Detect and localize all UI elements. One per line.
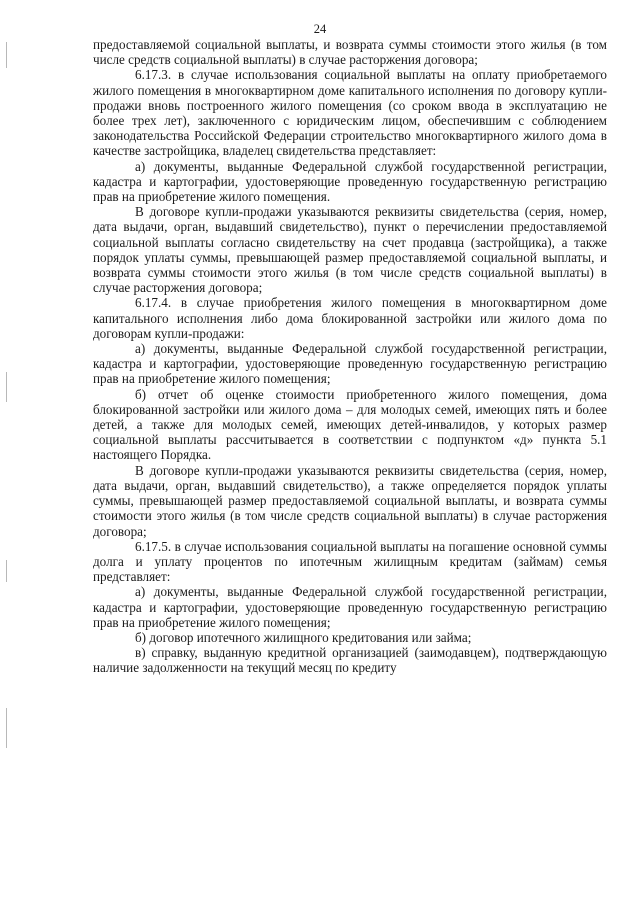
paragraph: б) отчет об оценке стоимости приобретенного жилого помещения, дома блокированной застройки или жилого дома – для молодых семей, имеющих пять и более детей, а также для молодых семей, имеющих детей-инвалидов, у которых размер социальной выплаты рассчитывается в соответствии с подпунктом «д» пункта 5.1 настоящего Порядка.: [93, 386, 607, 463]
paragraph: а) документы, выданные Федеральной службой государственной регистрации, кадастра и картографии, удостоверяющие проведенную государственную регистрацию прав на приобретение жилого помещения.: [93, 158, 607, 205]
scan-margin-mark: [6, 372, 7, 402]
paragraph: в) справку, выданную кредитной организацией (заимодавцем), подтверждающую наличие задолженности на текущий месяц по кредиту: [93, 645, 607, 676]
scan-margin-mark: [6, 708, 7, 748]
paragraph: предоставляемой социальной выплаты, и возврата суммы стоимости этого жилья (в том числе средств социальной выплаты) в случае расторжения договора;: [93, 37, 607, 68]
paragraph: В договоре купли-продажи указываются реквизиты свидетельства (серия, номер, дата выдачи, орган, выдавший свидетельство), пункт о перечислении предоставляемой социальной выплаты согласно свидетельству на счет продавца (застройщика), а также порядок уплаты суммы, превышающей размер предоставляемой социальной выплаты, и возврата суммы стоимости этого жилья (в том числе средств социальной выплаты) в случае расторжения договора;: [93, 204, 607, 296]
page-number: 24: [313, 22, 327, 36]
document-body: [93, 37, 607, 676]
paragraph: В договоре купли-продажи указываются реквизиты свидетельства (серия, номер, дата выдачи, орган, выдавший свидетельство), а также определяется порядок уплаты суммы, превышающей размер предоставляемой социальной выплаты, и возврата суммы стоимости этого жилья (в том числе средств социальной выплаты) в случае расторжения договора;: [93, 462, 607, 539]
scan-margin-mark: [6, 42, 7, 68]
paragraph: а) документы, выданные Федеральной службой государственной регистрации, кадастра и картографии, удостоверяющие проведенную государственную регистрацию прав на приобретение жилого помещения;: [93, 584, 607, 630]
paragraph: б) договор ипотечного жилищного кредитования или займа;: [135, 629, 472, 645]
paragraph: а) документы, выданные Федеральной службой государственной регистрации, кадастра и картографии, удостоверяющие проведенную государственную регистрацию прав на приобретение жилого помещения;: [93, 341, 607, 387]
scan-margin-mark: [6, 560, 7, 582]
paragraph: 6.17.4. в случае приобретения жилого помещения в многоквартирном доме капитального исполнения либо дома блокированной застройки или жилого дома по договорам купли-продажи:: [93, 295, 607, 341]
paragraph: 6.17.3. в случае использования социальной выплаты на оплату приобретаемого жилого помещения в многоквартирном доме капитального исполнения по договору купли-продажи вновь построенного жилого помещения (со сроком ввода в эксплуатацию не более трех лет), заключенного с юридическим лицом, обеспечившим с соблюдением законодательства Российской Федерации строительство многоквартирного жилого дома в качестве застройщика, владелец свидетельства представляет:: [93, 67, 607, 159]
paragraph: 6.17.5. в случае использования социальной выплаты на погашение основной суммы долга и уплату процентов по ипотечным жилищным кредитам (займам) семья представляет:: [93, 538, 607, 585]
